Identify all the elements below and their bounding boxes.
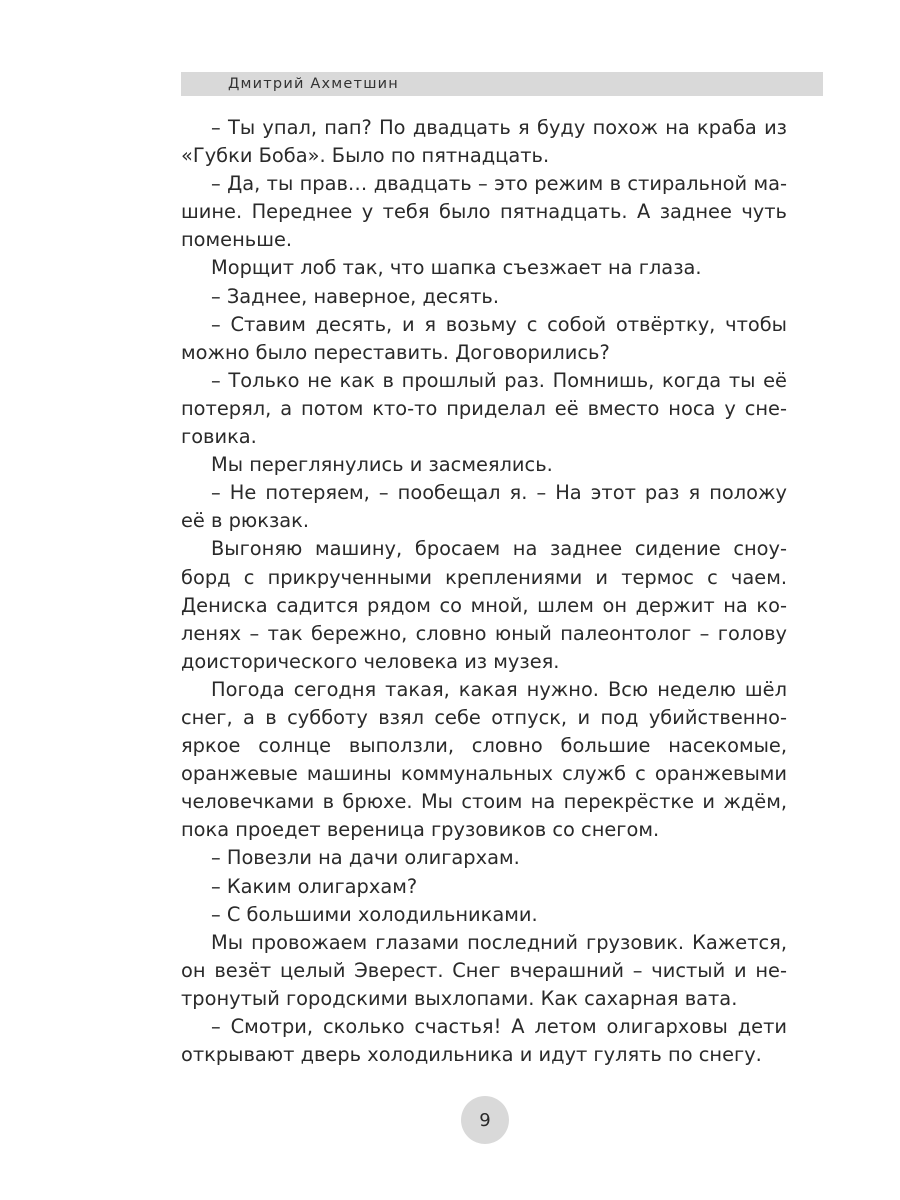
page-number-badge [461, 1096, 509, 1144]
text-line: человечками в брюхе. Мы стоим на перекрёстке и ждём, [181, 790, 787, 814]
paragraph [181, 170, 787, 254]
paragraph [181, 844, 787, 872]
paragraph [181, 676, 787, 845]
header-author: Дмитрий Ахметшин [228, 76, 399, 92]
text-line: Мы провожаем глазами последний грузовик. Кажется, [211, 930, 787, 954]
text-line: можно было переставить. Договорились? [181, 340, 610, 364]
text-line: – Не потеряем, – пообещал я. – На этот раз я положу [211, 481, 787, 505]
paragraph [181, 873, 787, 901]
text-line: Мы переглянулись и засмеялись. [211, 453, 553, 477]
text-line: потерял, а потом кто-то приделал её вместо носа у сне- [181, 396, 787, 420]
text-line: пока проедет вереница грузовиков со снегом. [181, 818, 660, 842]
text-line: – Ты упал, пап? По двадцать я буду похож на краба из [211, 116, 787, 139]
paragraph [181, 1013, 787, 1069]
paragraph [181, 367, 787, 451]
text-line: снег, а в субботу взял себе отпуск, и под убийственно- [181, 705, 787, 729]
text-line: – Только не как в прошлый раз. Помнишь, когда ты её [211, 368, 787, 392]
text-line: ленях – так бережно, словно юный палеонтолог – голову [181, 621, 787, 645]
text-line: доисторического человека из музея. [181, 649, 560, 673]
paragraph [181, 283, 787, 311]
text-line: он везёт целый Эверест. Снег вчерашний – чистый и не- [181, 958, 787, 982]
paragraph [181, 311, 787, 367]
text-line: Погода сегодня такая, какая нужно. Всю неделю шёл [211, 677, 787, 701]
text-line: – Ставим десять, и я возьму с собой отвёртку, чтобы [211, 312, 787, 336]
text-line: говика. [181, 425, 257, 449]
text-line: оранжевые машины коммунальных служб с оранжевыми [181, 762, 787, 786]
text-line: открывают дверь холодильника и идут гулять по снегу. [181, 1043, 762, 1067]
text-line: – Каким олигархам? [211, 874, 418, 898]
text-line: поменьше. [181, 228, 293, 252]
paragraph [181, 901, 787, 929]
text-line: тронутый городскими выхлопами. Как сахарная вата. [181, 986, 738, 1010]
page-number: 9 [479, 1109, 491, 1131]
paragraph [181, 254, 787, 282]
paragraph [181, 535, 787, 675]
paragraph [181, 929, 787, 1013]
running-header [181, 72, 823, 96]
text-line: яркое солнце выползли, словно большие насекомые, [181, 734, 787, 758]
text-line: Выгоняю машину, бросаем на заднее сидение сноу- [211, 537, 787, 561]
text-line: шине. Переднее у тебя было пятнадцать. А заднее чуть [181, 200, 787, 224]
text-line: Дениска садится рядом со мной, шлем он держит на ко- [181, 593, 787, 617]
text-line: – Да, ты прав… двадцать – это режим в стиральной ма- [211, 172, 787, 196]
text-line: «Губки Боба». Было по пятнадцать. [181, 144, 550, 168]
paragraph [181, 114, 787, 170]
paragraph [181, 451, 787, 479]
text-line: – Смотри, сколько счастья! А летом олигарховы дети [211, 1015, 787, 1038]
text-line: борд с прикрученными креплениями и термос с чаем. [181, 565, 787, 589]
text-line: – Повезли на дачи олигархам. [211, 846, 520, 870]
paragraph [181, 479, 787, 535]
text-line: – Заднее, наверное, десять. [211, 284, 500, 308]
text-line: её в рюкзак. [181, 509, 310, 533]
text-line: Морщит лоб так, что шапка съезжает на глаза. [211, 256, 702, 280]
body-text [181, 114, 787, 1069]
text-line: – С большими холодильниками. [211, 902, 538, 926]
